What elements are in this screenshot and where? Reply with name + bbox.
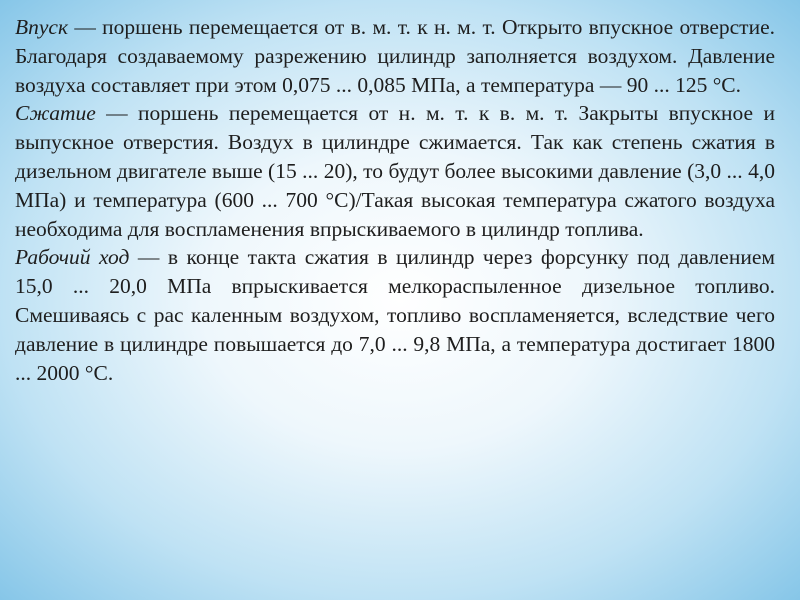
paragraph-intake-text: — поршень перемещается от в. м. т. к н. м. т. Открыто впускное отверстие. Благодаря создаваемому разрежению цилиндр заполняется воздухом. Давление воздуха составляет при этом 0,075 ... 0,085 МПа, а температура — 90 ... 125 °С. (15, 15, 775, 97)
paragraph-compression (15, 99, 775, 243)
term-intake: Впуск (15, 15, 69, 39)
paragraph-power-stroke-text: — в конце такта сжатия в цилиндр через форсунку под давлением 15,0 ... 20,0 МПа впрыскивается мелкораспыленное дизельное топливо. Смешиваясь с рас каленным воздухом, топливо воспламеняется, вследствие чего давление в цилиндре повышается до 7,0 ... 9,8 МПа, а температура достигает 1800 ... 2000 °С. (15, 245, 775, 385)
paragraph-intake (15, 13, 775, 99)
slide-text-block (15, 13, 775, 387)
paragraph-power-stroke (15, 243, 775, 387)
paragraph-compression-text: — поршень перемещается от н. м. т. к в. м. т. Закрыты впускное и выпускное отверстия. Воздух в цилиндре сжимается. Так как степень сжатия в дизельном двигателе выше (15 ... 20), то будут более высокими давление (3,0 ... 4,0 МПа) и температура (600 ... 700 °С)/Такая высокая температура сжатого воздуха необходима для воспламенения впрыскиваемого в цилиндр топлива. (15, 101, 775, 241)
term-power-stroke: Рабочий ход (15, 245, 130, 270)
term-compression: Сжатие (15, 101, 96, 126)
